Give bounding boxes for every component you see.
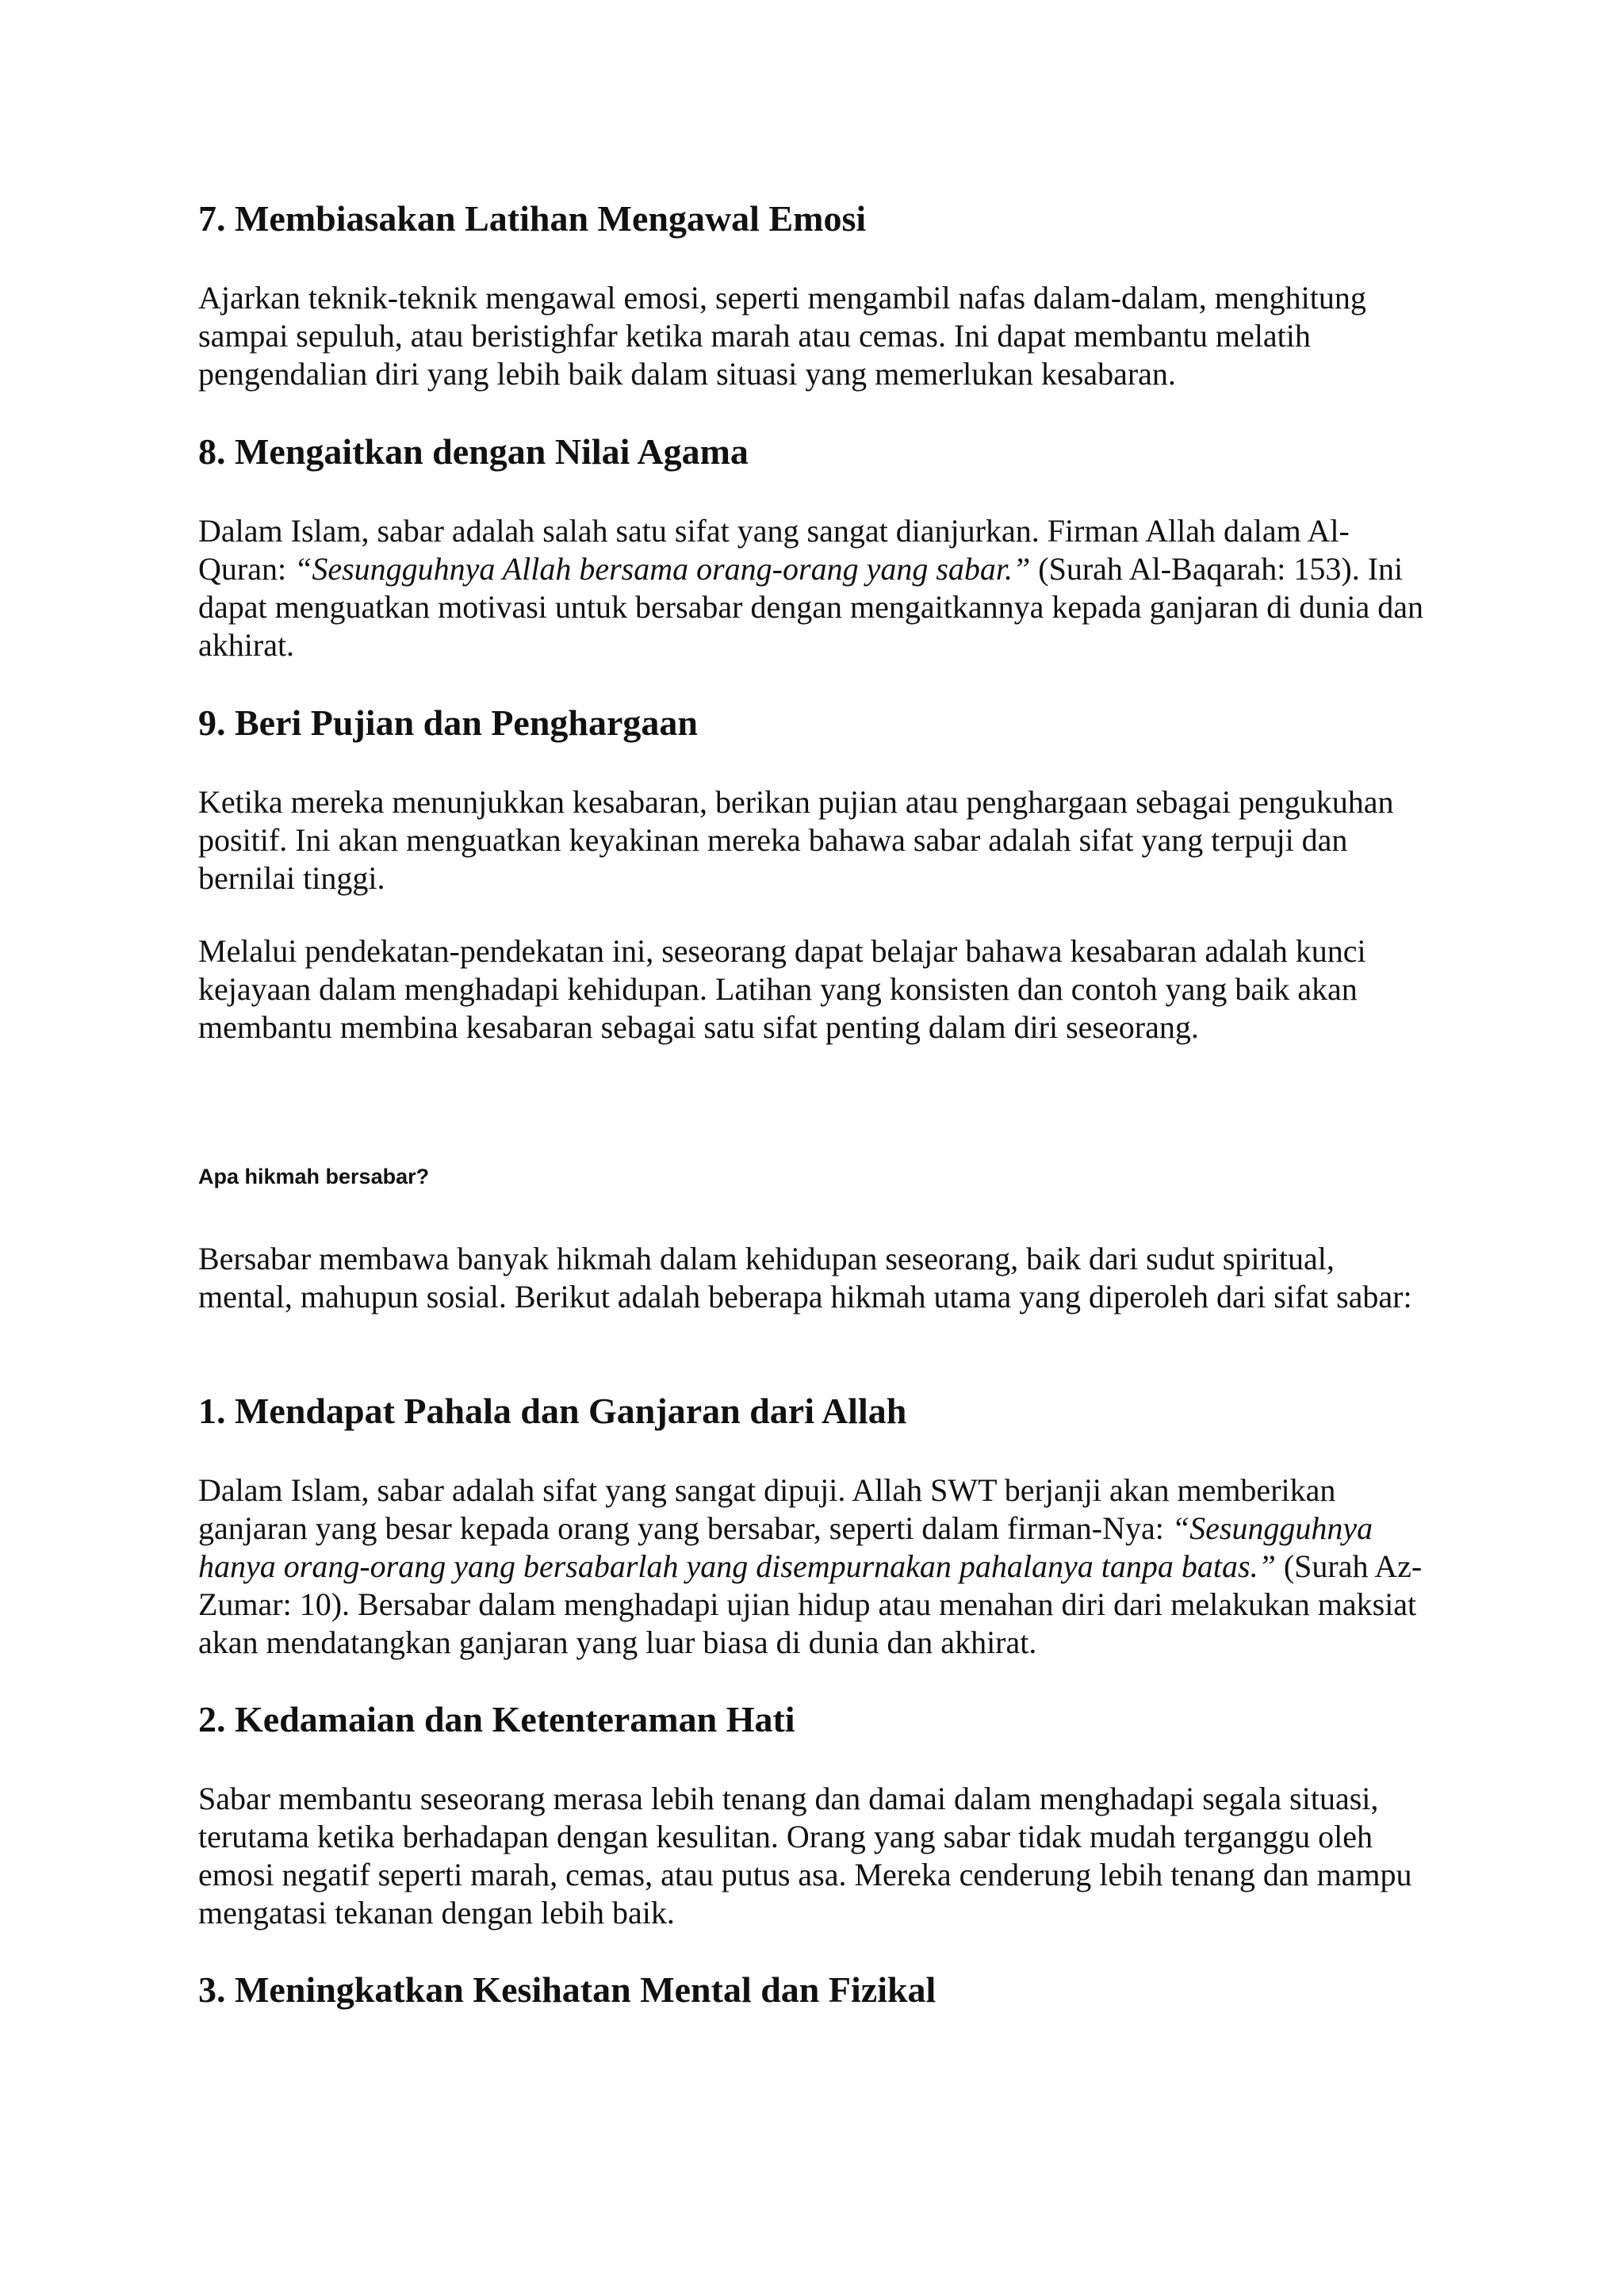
section-8-body-citation: (Surah Al-Baqarah: 153). Ini dapat menguatkan motivasi untuk bersabar dengan mengaitkannya kepada ganjaran di dunia dan akhirat.	[198, 551, 1424, 663]
hikmah-2-heading: 2. Kedamaian dan Ketenteraman Hati	[198, 1699, 795, 1739]
section-9-heading: 9. Beri Pujian dan Penghargaan	[198, 702, 699, 743]
section-8-body-text: Dalam Islam, sabar adalah salah satu sifat yang sangat dianjurkan. Firman Allah dalam Al-Quran:	[198, 513, 1350, 587]
subheading-hikmah: Apa hikmah bersabar?	[198, 1165, 430, 1188]
hikmah-1-heading: 1. Mendapat Pahala dan Ganjaran dari Allah	[198, 1391, 907, 1431]
section-8-body	[198, 512, 1435, 664]
hikmah-1-body	[198, 1471, 1435, 1662]
hikmah-1-body-text: Dalam Islam, sabar adalah sifat yang sangat dipuji. Allah SWT berjanji akan memberikan ganjaran yang besar kepada orang yang bersabar, seperti dalam firman-Nya:	[198, 1472, 1336, 1546]
section-9-body: Ketika mereka menunjukkan kesabaran, berikan pujian atau penghargaan sebagai pengukuhan positif. Ini akan menguatkan keyakinan mereka bahawa sabar adalah sifat yang terpuji dan bernilai tinggi.	[198, 784, 1394, 896]
section-7-body: Ajarkan teknik-teknik mengawal emosi, seperti mengambil nafas dalam-dalam, menghitung sampai sepuluh, atau beristighfar ketika marah atau cemas. Ini dapat membantu melatih pengendalian diri yang lebih baik dalam situasi yang memerlukan kesabaran.	[198, 280, 1366, 392]
intro-paragraph: Bersabar membawa banyak hikmah dalam kehidupan seseorang, baik dari sudut spiritual, mental, mahupun sosial. Berikut adalah beberapa hikmah utama yang diperoleh dari sifat sabar:	[198, 1241, 1412, 1314]
hikmah-3-heading: 3. Meningkatkan Kesihatan Mental dan Fizikal	[198, 1969, 936, 2010]
hikmah-1-quote: “Sesungguhnya hanya orang-orang yang bersabarlah yang disempurnakan pahalanya tanpa batas.”	[198, 1510, 1373, 1584]
hikmah-2-body: Sabar membantu seseorang merasa lebih tenang dan damai dalam menghadapi segala situasi, terutama ketika berhadapan dengan kesulitan. Orang yang sabar tidak mudah terganggu oleh emosi negatif seperti marah, cemas, atau putus asa. Mereka cenderung lebih tenang dan mampu mengatasi tekanan dengan lebih baik.	[198, 1781, 1412, 1931]
section-8-heading: 8. Mengaitkan dengan Nilai Agama	[198, 431, 749, 472]
section-7-heading: 7. Membiasakan Latihan Mengawal Emosi	[198, 198, 867, 239]
section-8-quote: “Sesungguhnya Allah bersama orang-orang yang sabar.”	[294, 551, 1031, 587]
hikmah-1-body-citation: (Surah Az-Zumar: 10). Bersabar dalam menghadapi ujian hidup atau menahan diri dari melakukan maksiat akan mendatangkan ganjaran yang luar biasa di dunia dan akhirat.	[198, 1548, 1423, 1660]
conclusion-paragraph: Melalui pendekatan-pendekatan ini, seseorang dapat belajar bahawa kesabaran adalah kunci kejayaan dalam menghadapi kehidupan. Latihan yang konsisten dan contoh yang baik akan membantu membina kesabaran sebagai satu sifat penting dalam diri seseorang.	[198, 933, 1366, 1045]
